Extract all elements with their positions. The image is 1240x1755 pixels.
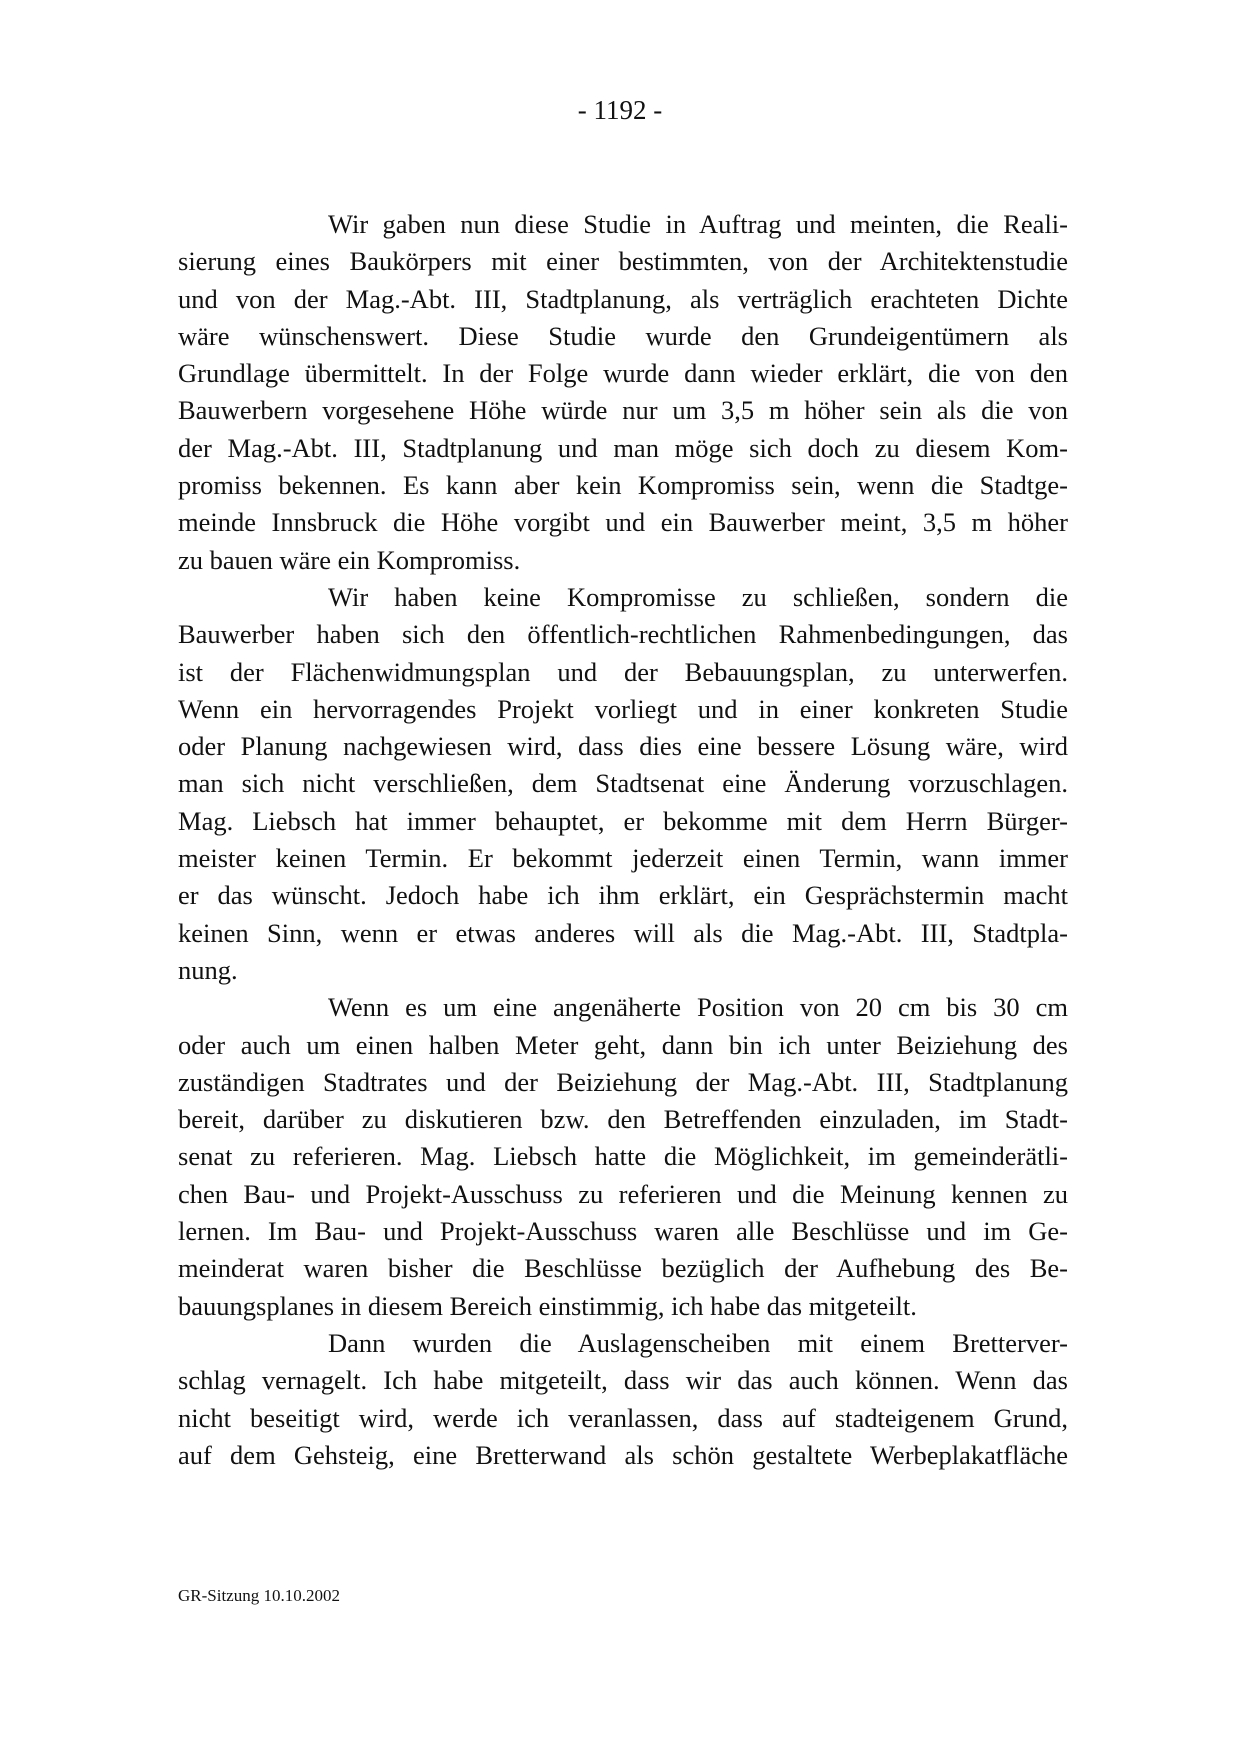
text-line: keinen Sinn, wenn er etwas anderes will als die Mag.-Abt. III, Stadtpla- bbox=[178, 917, 1068, 948]
text-line: sierung eines Baukörpers mit einer bestimmten, von der Architektenstudie bbox=[178, 246, 1068, 277]
text-line: nung. bbox=[178, 954, 238, 985]
text-line: Wenn es um eine angenäherte Position von 20 cm bis 30 cm bbox=[328, 992, 1068, 1023]
text-line: lernen. Im Bau- und Projekt-Ausschuss waren alle Beschlüsse und im Ge- bbox=[178, 1216, 1068, 1247]
text-line: oder Planung nachgewiesen wird, dass dies eine bessere Lösung wäre, wird bbox=[178, 731, 1068, 762]
text-line: Mag. Liebsch hat immer behauptet, er bekomme mit dem Herrn Bürger- bbox=[178, 805, 1068, 836]
text-line: nicht beseitigt wird, werde ich veranlassen, dass auf stadteigenem Grund, bbox=[178, 1402, 1068, 1433]
text-line: promiss bekennen. Es kann aber kein Kompromiss sein, wenn die Stadtge- bbox=[178, 470, 1068, 501]
text-line: und von der Mag.-Abt. III, Stadtplanung, als verträglich erachteten Dichte bbox=[178, 283, 1068, 314]
text-line: meinderat waren bisher die Beschlüsse bezüglich der Aufhebung des Be- bbox=[178, 1253, 1068, 1284]
text-line: bereit, darüber zu diskutieren bzw. den Betreffenden einzuladen, im Stadt- bbox=[178, 1104, 1068, 1135]
text-line: zu bauen wäre ein Kompromiss. bbox=[178, 544, 521, 575]
text-line: zuständigen Stadtrates und der Beiziehung der Mag.-Abt. III, Stadtplanung bbox=[178, 1066, 1068, 1097]
text-line: wäre wünschenswert. Diese Studie wurde den Grundeigentümern als bbox=[178, 320, 1068, 351]
text-line: Wir gaben nun diese Studie in Auftrag und meinten, die Reali- bbox=[328, 209, 1068, 239]
text-line: schlag vernagelt. Ich habe mitgeteilt, dass wir das auch können. Wenn das bbox=[178, 1365, 1068, 1396]
text-line: Wenn ein hervorragendes Projekt vorliegt und in einer konkreten Studie bbox=[178, 693, 1068, 724]
text-line: meinde Innsbruck die Höhe vorgibt und ein Bauwerber meint, 3,5 m höher bbox=[178, 507, 1068, 538]
page-number: - 1192 - bbox=[577, 95, 663, 125]
text-line: bauungsplanes in diesem Bereich einstimmig, ich habe das mitgeteilt. bbox=[178, 1290, 917, 1321]
text-line: ist der Flächenwidmungsplan und der Bebauungsplan, zu unterwerfen. bbox=[178, 656, 1068, 687]
text-line: Bauwerbern vorgesehene Höhe würde nur um 3,5 m höher sein als die von bbox=[178, 395, 1068, 426]
text-line: er das wünscht. Jedoch habe ich ihm erklärt, ein Gesprächstermin macht bbox=[178, 880, 1068, 911]
document-footer: GR-Sitzung 10.10.2002 bbox=[178, 1586, 340, 1605]
text-line: oder auch um einen halben Meter geht, dann bin ich unter Beiziehung des bbox=[178, 1029, 1068, 1060]
text-line: Dann wurden die Auslagenscheiben mit einem Bretterver- bbox=[328, 1327, 1068, 1358]
text-line: man sich nicht verschließen, dem Stadtsenat eine Änderung vorzuschlagen. bbox=[178, 768, 1068, 799]
text-line: Wir haben keine Kompromisse zu schließen, sondern die bbox=[328, 581, 1068, 612]
text-line: der Mag.-Abt. III, Stadtplanung und man möge sich doch zu diesem Kom- bbox=[178, 432, 1068, 463]
text-line: chen Bau- und Projekt-Ausschuss zu referieren und die Meinung kennen zu bbox=[178, 1178, 1068, 1209]
text-line: senat zu referieren. Mag. Liebsch hatte die Möglichkeit, im gemeinderätli- bbox=[178, 1141, 1068, 1172]
document-body bbox=[178, 206, 1068, 1474]
text-line: meister keinen Termin. Er bekommt jederzeit einen Termin, wann immer bbox=[178, 843, 1068, 874]
text-line: auf dem Gehsteig, eine Bretterwand als schön gestaltete Werbeplakatfläche bbox=[178, 1439, 1068, 1470]
text-line: Grundlage übermittelt. In der Folge wurde dann wieder erklärt, die von den bbox=[178, 358, 1068, 389]
text-line: Bauwerber haben sich den öffentlich-rechtlichen Rahmenbedingungen, das bbox=[178, 619, 1068, 650]
